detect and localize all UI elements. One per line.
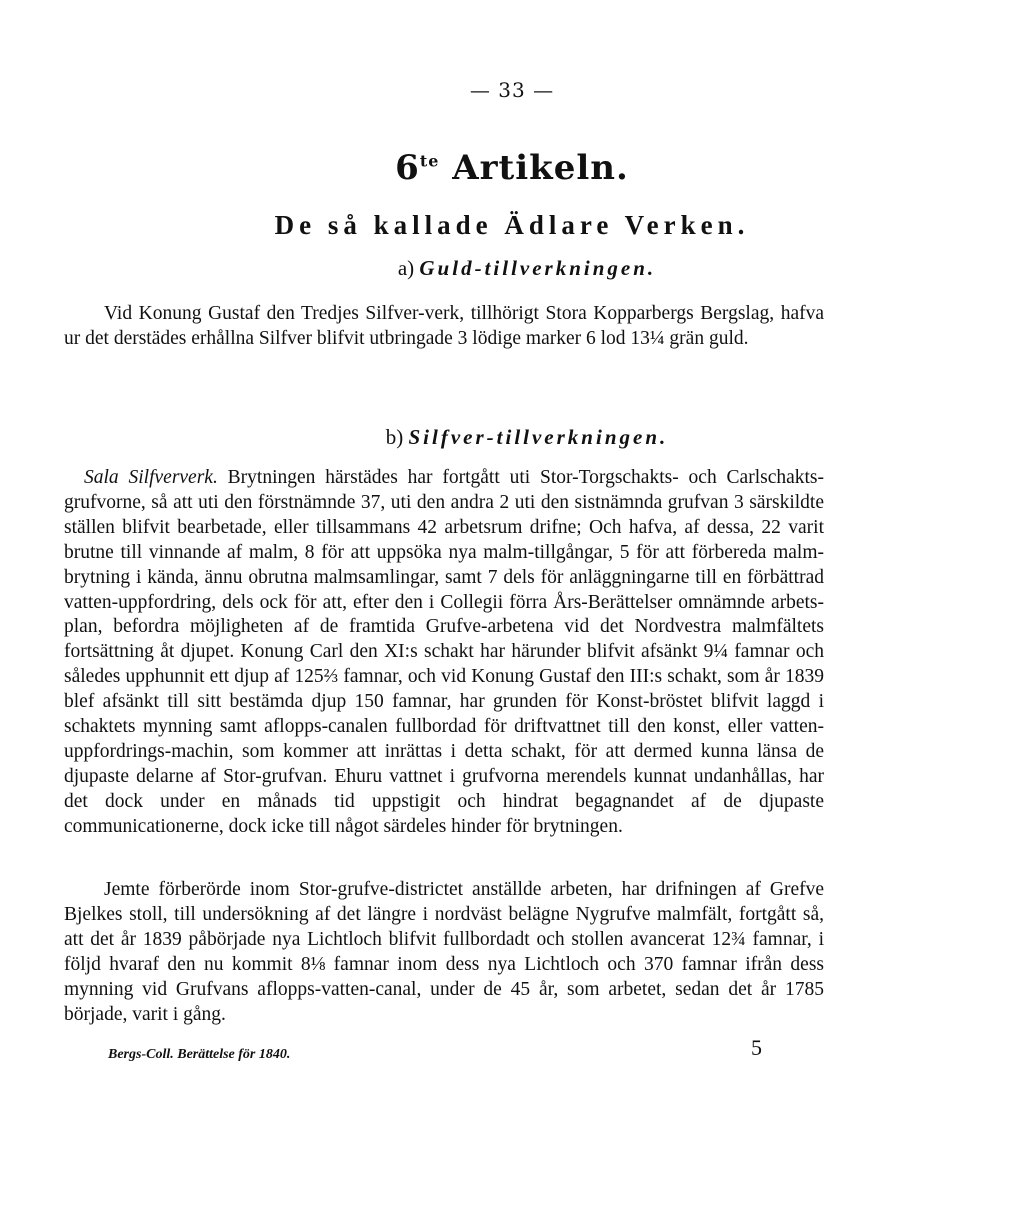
signature-mark: 5 bbox=[751, 1035, 762, 1060]
section-title: De så kallade Ädlare Verken. bbox=[274, 210, 750, 240]
paragraph-lead: Sala Silfververk. bbox=[84, 467, 218, 488]
footer-source: Bergs-Coll. Berättelse för 1840. bbox=[108, 1047, 291, 1062]
subsection-marker: a) bbox=[397, 256, 415, 280]
chapter-heading bbox=[0, 148, 1024, 188]
subsection-marker: b) bbox=[385, 425, 404, 449]
paragraph-bjelke: Jemte förberörde inom Stor-grufve-districtet anställde arbeten, har drifningen af Grefve Bjelkes stoll, till undersökning af det längre i nordväst belägne Nygrufve malmfält, fortgått så, att det år 1839 påbörjade nya Lichtloch blifvit fullbordadt och stollen avancerat 12¾ famnar, i följd hvaraf den nu kommit 8⅛ famnar inom dess nya Lichtloch och 370 famnar ifrån dess mynning vid Grufvans aflopps-vatten-canal, under de 45 år, som arbetet, sedan det år 1785 började, varit i gång. bbox=[64, 879, 824, 1025]
chapter-number: 6 bbox=[395, 148, 420, 188]
subsection-heading-b bbox=[0, 425, 1024, 450]
chapter-word: Artikeln. bbox=[452, 148, 629, 188]
paragraph-gold: Vid Konung Gustaf den Tredjes Silfver-verk, tillhörigt Stora Kopparbergs Bergslag, hafva ur det derstädes erhållna Silfver blifvit utbringade 3 lödige marker 6 lod 13¼ grän guld. bbox=[64, 303, 824, 349]
subsection-title: Silfver-tillverkningen. bbox=[408, 425, 669, 449]
subsection-heading-a bbox=[0, 256, 1024, 281]
paragraph-sala bbox=[64, 466, 824, 840]
subsection-title: Guld-tillverkningen. bbox=[419, 256, 657, 280]
paragraph-body: Brytningen härstädes har fortgått uti Stor-Torgschakts- och Carlschakts-grufvorne, så att uti den förstnämnde 37, uti den andra 2 uti den sistnämnda grufvan 3 särskildte ställen blifvit bearbetade, eller tillsammans 42 arbetsrum drifne; Och hafva, af dessa, 22 varit brutne till vinnande af malm, 8 för att uppsöka nya malm-tillgångar, 5 för att förbereda malm-brytning i kända, ännu obrutna malmsamlingar, samt 7 dels för anläggningarne till en förbättrad vatten-uppfordring, dels ock för att, efter den i Collegii förra Års-Berättelser omnämnde arbets-plan, befordra möjligheten af de framtida Grufve-arbetena vid det Nordvestra malmfältets fortsättning åt djupet. Konung Carl den XI:s schakt har härunder blifvit afsänkt 9¼ famnar och således upphunnit ett djup af 125⅔ famnar, och vid Konung Gustaf den III:s schakt, som år 1839 blef afsänkt till sitt bestämda djup 150 famnar, har grunden för Konst-bröstet blifvit laggd i schaktets mynning samt aflopps-canalen fullbordad för driftvattnet till den konst, eller vatten-uppfordrings-machin, som kommer att inrättas i detta schakt, för att dermed kunna länsa de djupaste delarne af Stor-grufvan. Ehuru vattnet i grufvorna merendels kunnat undanhållas, har det dock under en månads tid uppstigit och hindrat begagnandet af de djupaste communicationerne, dock icke till något särdeles hinder för brytningen. bbox=[64, 467, 825, 837]
chapter-number-suffix: te bbox=[419, 151, 440, 171]
page-number: — 33 — bbox=[469, 78, 555, 102]
